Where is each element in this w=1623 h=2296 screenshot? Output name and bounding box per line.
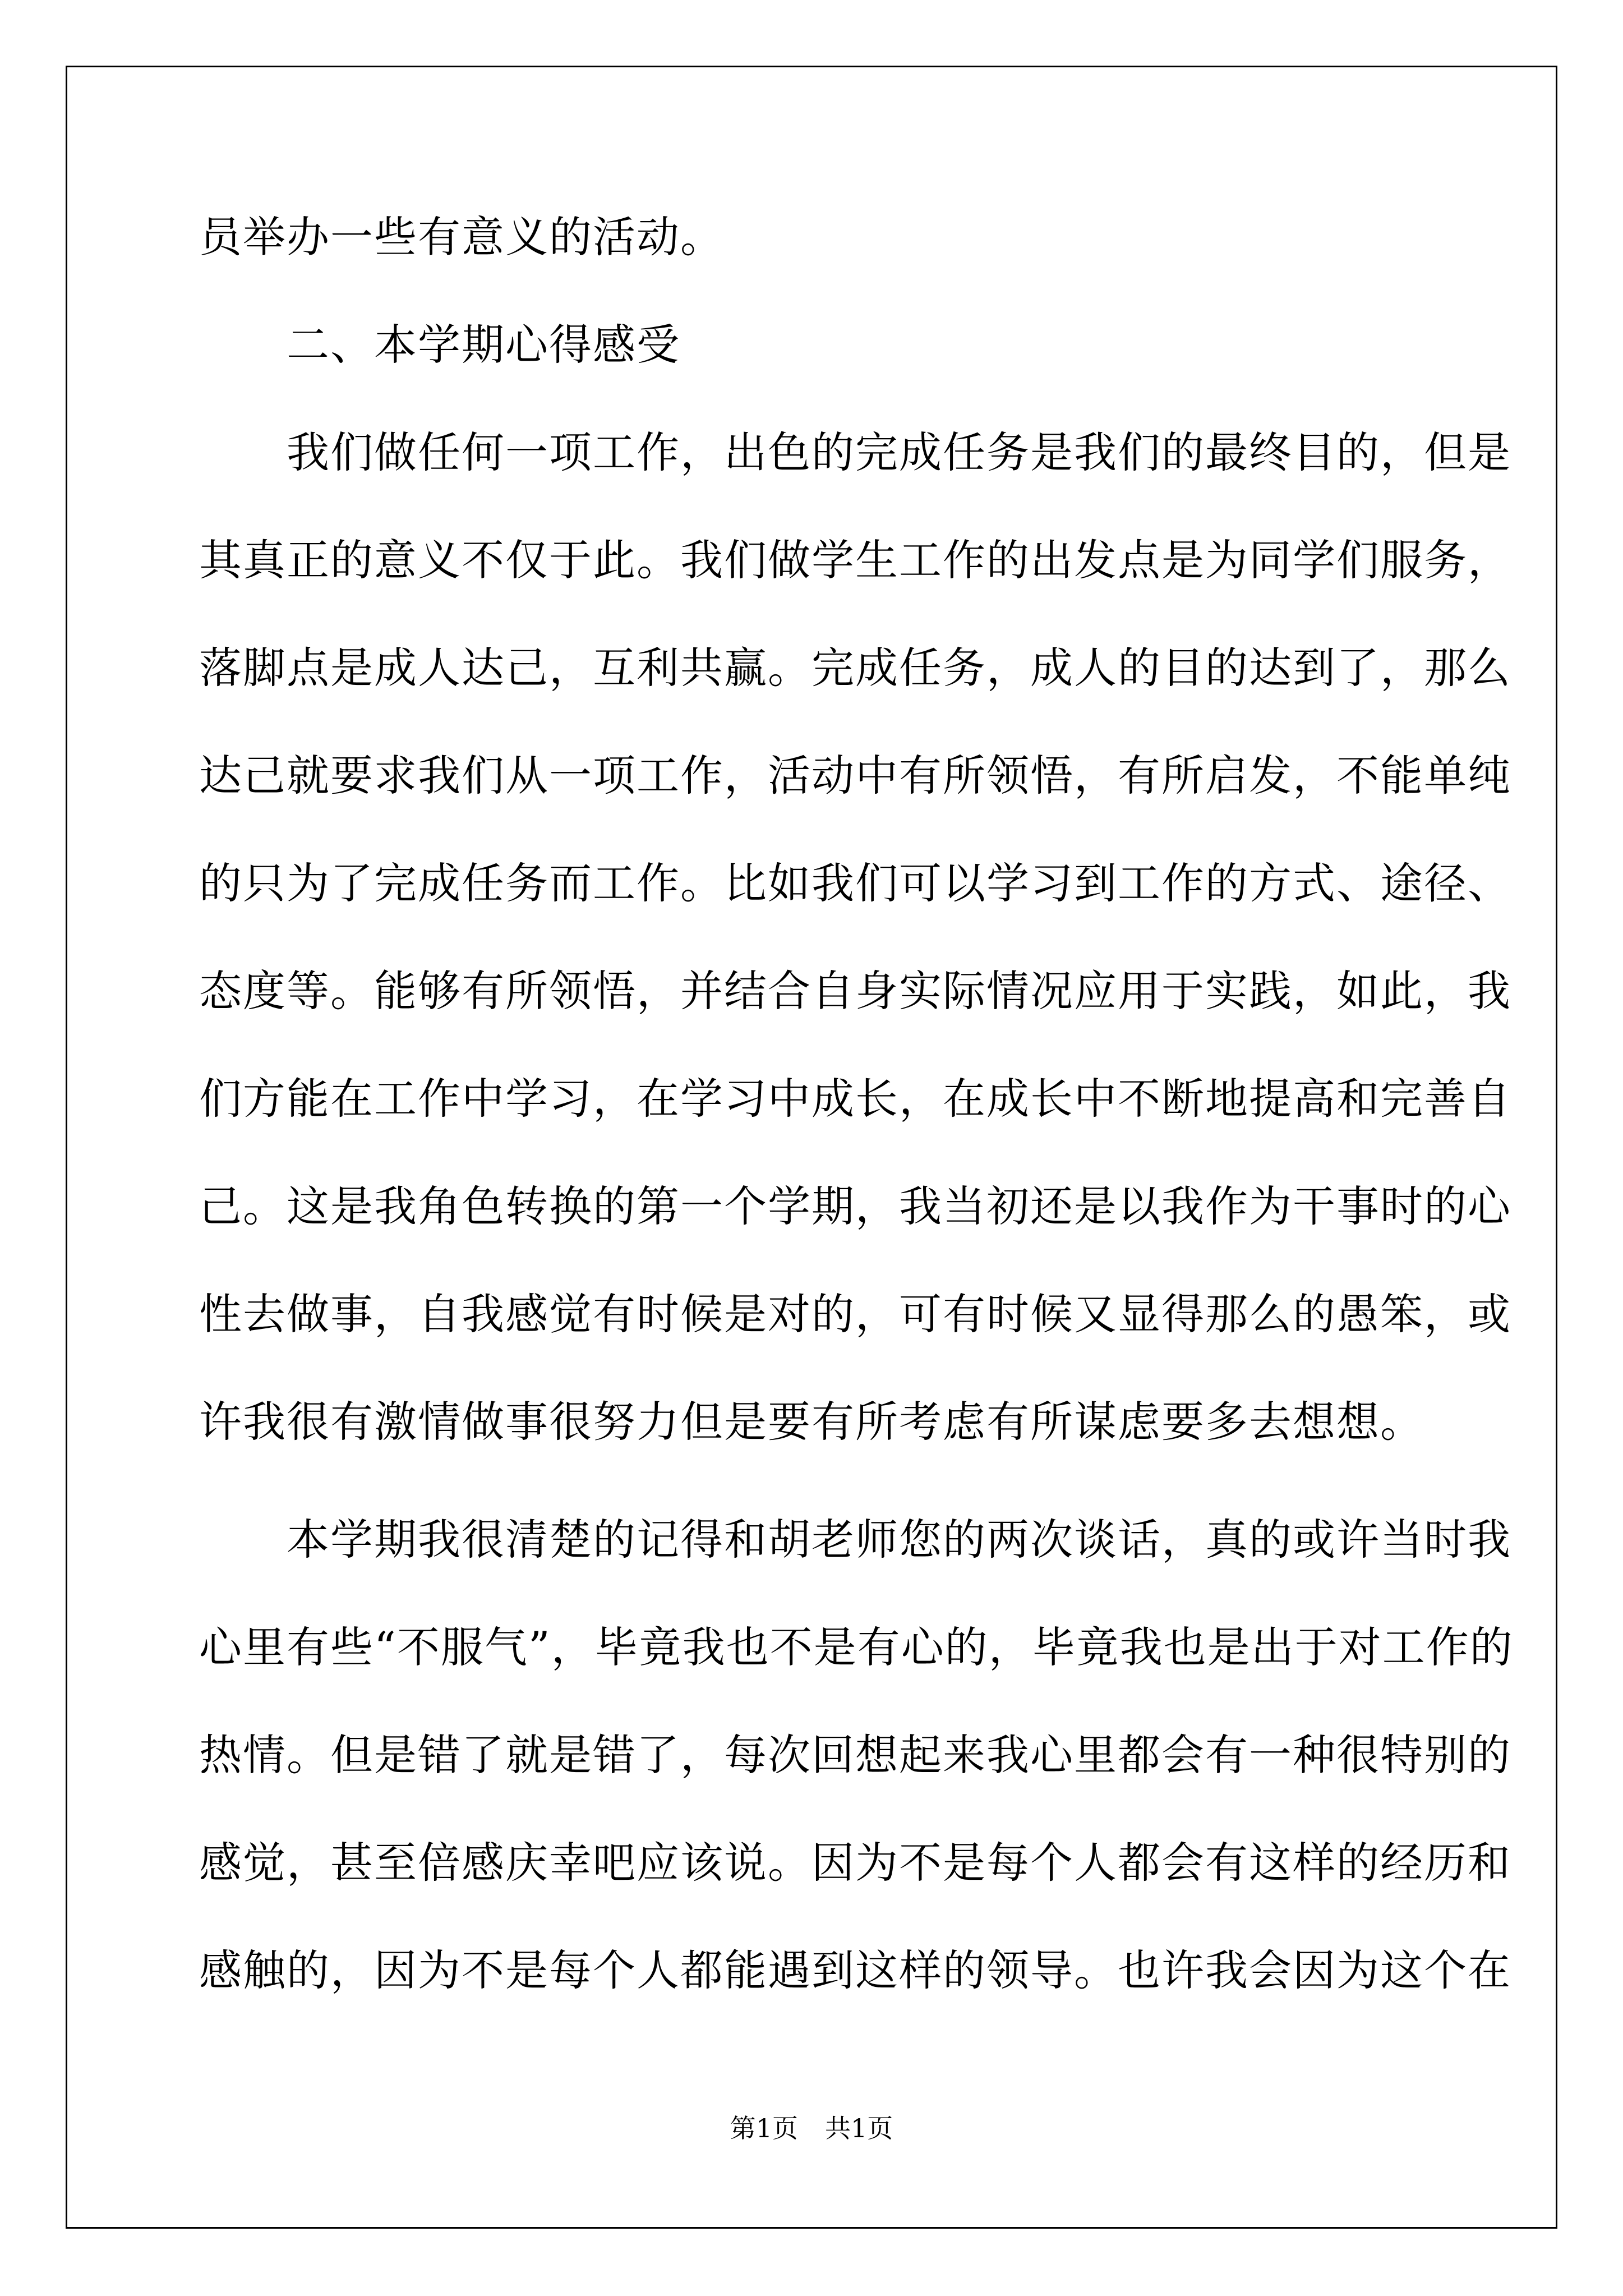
text-line: 落脚点是成人达己，互利共赢。完成任务，成人的目的达到了，那么 bbox=[199, 643, 1511, 693]
page-footer bbox=[0, 2108, 1623, 2145]
text-line: 员举办一些有意义的活动。 bbox=[199, 212, 724, 262]
text-line: 心里有些“不服气”，毕竟我也不是有心的，毕竟我也是出于对工作的 bbox=[199, 1622, 1514, 1672]
text-line: 性去做事，自我感觉有时候是对的，可有时候又显得那么的愚笨，或 bbox=[199, 1289, 1511, 1339]
section-heading: 二、本学期心得感受 bbox=[199, 320, 680, 370]
page-number: 第1页 bbox=[730, 2113, 798, 2143]
text-line: 态度等。能够有所领悟，并结合自身实际情况应用于实践，如此，我 bbox=[199, 966, 1511, 1016]
text-line: 其真正的意义不仅于此。我们做学生工作的出发点是为同学们服务， bbox=[199, 535, 1511, 585]
text-line: 我们做任何一项工作，出色的完成任务是我们的最终目的，但是 bbox=[199, 427, 1511, 477]
text-line: 的只为了完成任务而工作。比如我们可以学习到工作的方式、途径、 bbox=[199, 858, 1511, 908]
page-total: 共1页 bbox=[825, 2113, 893, 2143]
text-line: 本学期我很清楚的记得和胡老师您的两次谈话，真的或许当时我 bbox=[199, 1515, 1511, 1565]
text-line: 感觉，甚至倍感庆幸吧应该说。因为不是每个人都会有这样的经历和 bbox=[199, 1838, 1511, 1888]
text-line: 热情。但是错了就是错了，每次回想起来我心里都会有一种很特别的 bbox=[199, 1730, 1511, 1780]
text-line: 们方能在工作中学习，在学习中成长，在成长中不断地提高和完善自 bbox=[199, 1074, 1511, 1124]
text-line: 达己就要求我们从一项工作，活动中有所领悟，有所启发，不能单纯 bbox=[199, 751, 1511, 800]
text-line: 感触的，因为不是每个人都能遇到这样的领导。也许我会因为这个在 bbox=[199, 1945, 1511, 1995]
text-line: 己。这是我角色转换的第一个学期，我当初还是以我作为干事时的心 bbox=[199, 1181, 1511, 1231]
text-line: 许我很有激情做事很努力但是要有所考虑有所谋虑要多去想想。 bbox=[199, 1397, 1424, 1447]
document-body bbox=[199, 212, 1514, 2053]
